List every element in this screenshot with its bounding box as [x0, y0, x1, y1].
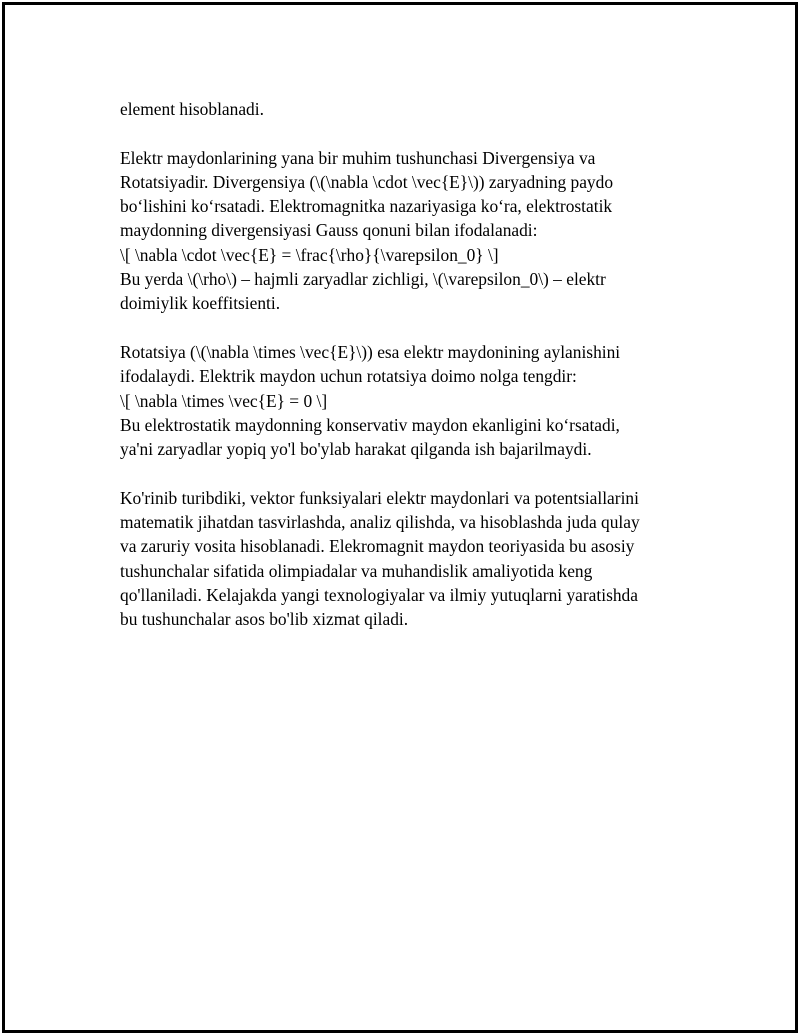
document-page — [2, 2, 798, 1033]
text-line: element hisoblanadi. — [120, 99, 264, 119]
text-line: ya'ni zaryadlar yopiq yo'l bo'ylab harakat qilganda ish bajarilmaydi. — [120, 439, 592, 460]
text-line: tushunchalar sifatida olimpiadalar va muhandislik amaliyotida keng — [120, 560, 593, 581]
text-line: Ko'rinib turibdiki, vektor funksiyalari elektr maydonlari va potentsiallarini — [120, 487, 639, 508]
text-line: doimiylik koeffitsienti. — [120, 293, 281, 314]
text-line: va zaruriy vosita hisoblanadi. Elekromagnit maydon teoriyasida bu asosiy — [120, 536, 635, 557]
paragraph-continuation — [120, 97, 700, 121]
text-line: bo‘lishini ko‘rsatadi. Elektromagnitka nazariyasiga ko‘ra, elektrostatik — [120, 196, 613, 217]
text-line: Bu elektrostatik maydonning konservativ maydon ekanligini ko‘rsatadi, — [120, 414, 620, 435]
paragraph-divergence — [120, 146, 700, 316]
text-line: Rotatsiyadir. Divergensiya (\(\nabla \cdot \vec{E}\)) zaryadning paydo — [120, 171, 614, 192]
text-line: Elektr maydonlarining yana bir muhim tushunchasi Divergensiya va — [120, 147, 596, 168]
text-line: Rotatsiya (\(\nabla \times \vec{E}\)) esa elektr maydonining aylanishini — [120, 341, 621, 362]
text-line: maydonning divergensiyasi Gauss qonuni bilan ifodalanadi: — [120, 220, 538, 241]
formula-line: \[ \nabla \times \vec{E} = 0 \] — [120, 390, 328, 411]
paragraph-conclusion — [120, 486, 700, 632]
text-line: matematik jihatdan tasvirlashda, analiz qilishda, va hisoblashda juda qulay — [120, 512, 640, 533]
paragraph-rotation — [120, 340, 700, 461]
text-line: Bu yerda \(\rho\) – hajmli zaryadlar zichligi, \(\varepsilon_0\) – elektr — [120, 269, 606, 290]
text-line: bu tushunchalar asos bo'lib xizmat qiladi. — [120, 609, 409, 630]
document-body — [120, 97, 700, 632]
text-line: ifodalaydi. Elektrik maydon uchun rotatsiya doimo nolga tengdir: — [120, 366, 577, 387]
text-line: qo'llaniladi. Kelajakda yangi texnologiyalar va ilmiy yutuqlarni yaratishda — [120, 584, 638, 605]
formula-line: \[ \nabla \cdot \vec{E} = \frac{\rho}{\varepsilon_0} \] — [120, 244, 499, 265]
